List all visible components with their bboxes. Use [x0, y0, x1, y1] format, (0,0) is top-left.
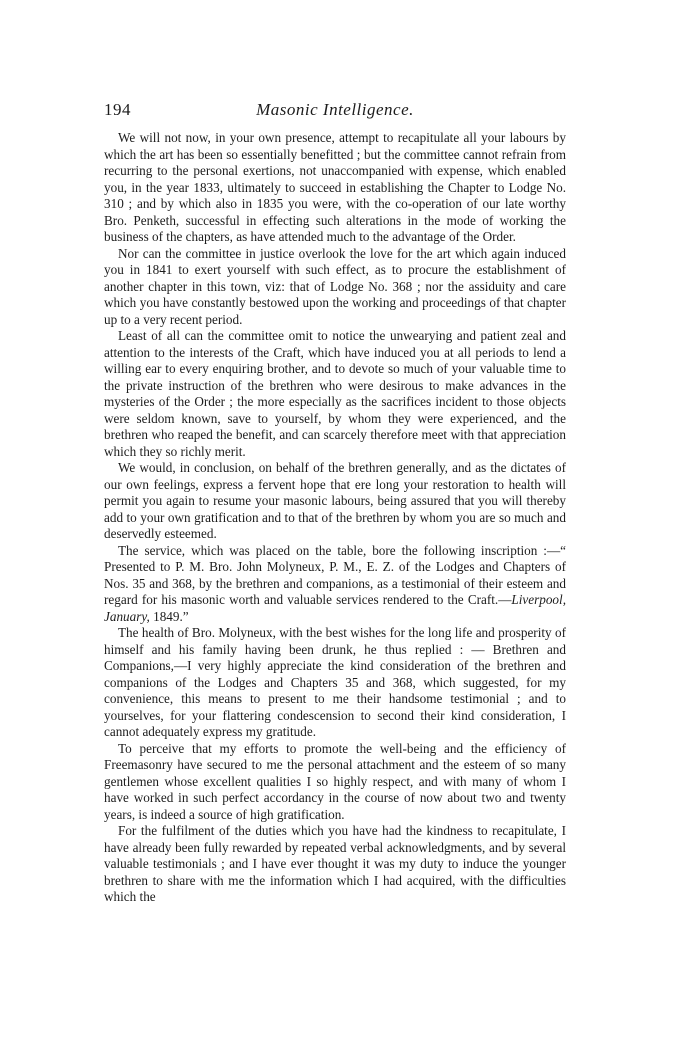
paragraph-zeal: Least of all can the committee omit to notice the unwearying and patient zeal and attention to the interests of the Craft, which have induced you at all periods to lend a willing ear to every enquiring brother, and to devote so much of your valuable time to the private instruction of the brethren who were desirous to make advances in the mysteries of the Order ; the more especially as the sacrifices incident to those objects were seldom known, save to yourself, by whom they were experienced, and the brethren who reaped the benefit, and can scarcely therefore meet with that appreciation which they so richly merit.	[104, 328, 566, 459]
paragraph-labours: We will not now, in your own presence, attempt to recapitulate all your labours by which the art has been so essentially benefitted ; but the committee cannot refrain from recurring to the personal exertions, not unaccompanied with expense, which enabled you, in the year 1833, ultimately to succeed in establishing the Chapter to Lodge No. 310 ; and by which also in 1835 you were, with the co-operation of our late worthy Bro. Penketh, successful in effecting such alterations in the mode of working the business of the chapters, as have attended much to the advantage of the Order.	[104, 130, 566, 244]
paragraph-duties: For the fulfilment of the duties which you have had the kindness to recapitulate, I have already been fully rewarded by repeated verbal acknowledgments, and by several valuable testimonials ; and I have ever thought it was my duty to induce the younger brethren to share with me the information which I had acquired, with the difficulties which the	[104, 823, 566, 904]
paragraph-inscription	[104, 543, 566, 626]
body-text	[104, 130, 566, 906]
paragraph-efforts: To perceive that my efforts to promote the well-being and the efficiency of Freemasonry have secured to me the personal attachment and the esteem of so many gentlemen whose excellent qualities I so highly respect, and with many of whom I have worked in such perfect accordancy in the course of now about two and twenty years, is indeed a source of high gratification.	[104, 740, 566, 822]
page-header	[104, 100, 566, 122]
running-title: Masonic Intelligence.	[256, 100, 414, 119]
inscription-text: The service, which was placed on the table, bore the following inscription :—“ Presented to P. M. Bro. John Molyneux, P. M., E. Z. of the Lodges and Chapters of Nos. 35 and 368, by the brethren and companions, as a testimonial of their esteem and regard for his masonic worth and valuable services rendered to the Craft.—	[104, 542, 566, 607]
page-number: 194	[104, 100, 131, 119]
paragraph-conclusion: We would, in conclusion, on behalf of the brethren generally, and as the dictates of our own feelings, express a fervent hope that ere long your restoration to health will permit you again to resume your masonic labours, being assured that you will thereby add to your own gratification and to that of the brethren by whom you are so much and deservedly esteemed.	[104, 460, 566, 541]
paragraph-love-for-art: Nor can the committee in justice overlook the love for the art which again induced you in 1841 to exert yourself with such effect, as to procure the establishment of another chapter in this town, viz: that of Lodge No. 368 ; nor the assiduity and care which you have constantly bestowed upon the working and proceedings of that chapter up to a very recent period.	[104, 245, 566, 327]
paragraph-reply: The health of Bro. Molyneux, with the best wishes for the long life and prosperity of himself and his family having been drunk, he thus replied : — Brethren and Companions,—I very highly appreciate the kind consideration of the brethren and companions of the Lodges and Chapters 35 and 368, which suggested, for my convenience, this means to present to me their handsome testimonial ; and to yourselves, for your flattering condescension to second their kind consideration, I cannot adequately express my gratitude.	[104, 625, 566, 739]
inscription-year: 1849.”	[149, 608, 189, 624]
inscription-place-date: Liverpool, January,	[104, 592, 566, 624]
